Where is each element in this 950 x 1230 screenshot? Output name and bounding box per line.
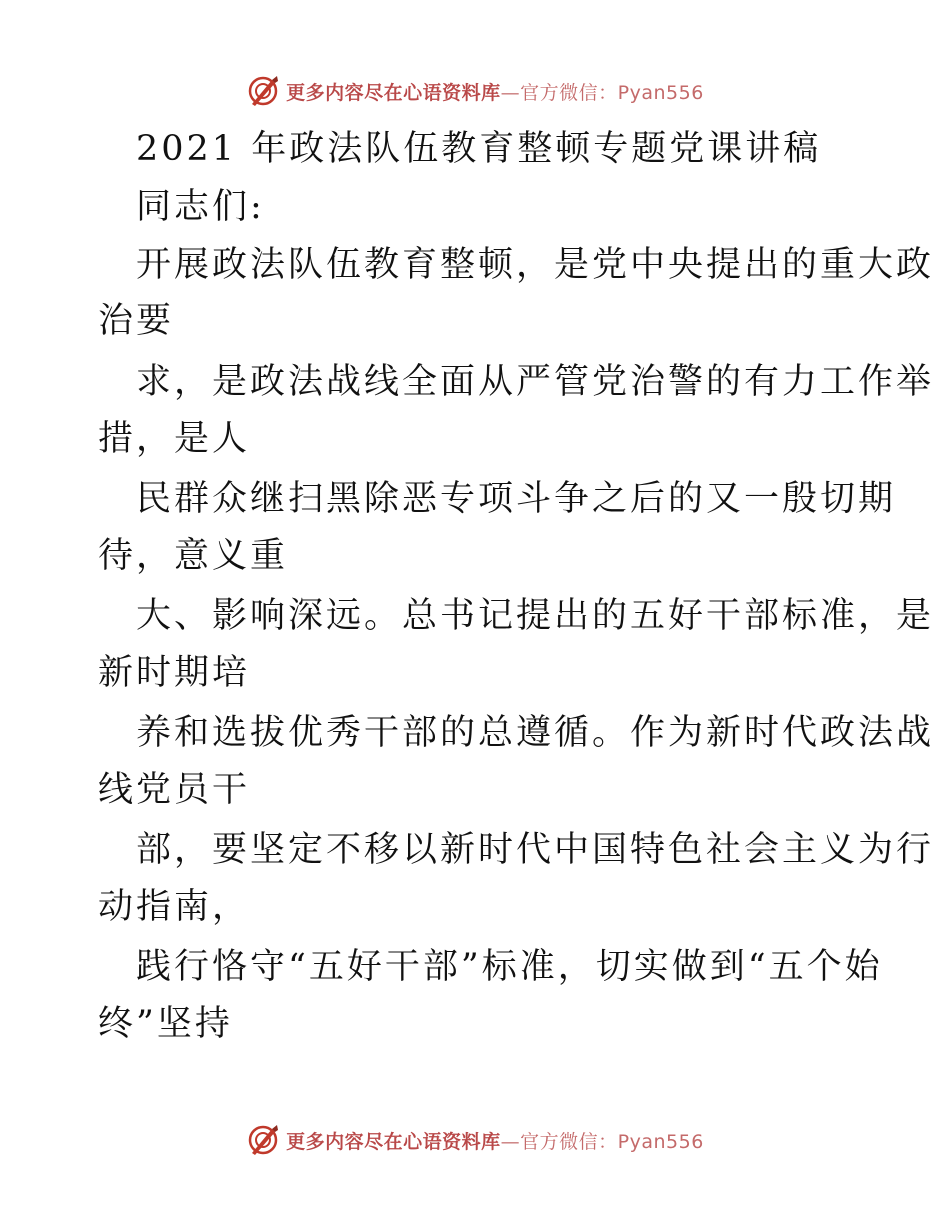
paragraph-line: 线党员干: [98, 770, 251, 810]
watermark-main: 更多内容尽在心语资料库: [286, 1130, 501, 1153]
pen-logo-icon: [246, 1123, 280, 1157]
document-title: 2021 年政法队伍教育整顿专题党课讲稿: [136, 129, 822, 169]
watermark-wechat: 官方微信：Pyan556: [520, 1130, 704, 1153]
watermark-dash: —: [500, 81, 521, 104]
paragraph-line: 开展政法队伍教育整顿，是党中央提出的重大政: [136, 245, 935, 285]
watermark-dash: —: [500, 1130, 521, 1153]
watermark-text: [286, 78, 704, 105]
paragraph-line: 措，是人: [98, 419, 251, 459]
header-watermark: [0, 71, 950, 111]
pen-logo-icon: [246, 74, 280, 108]
paragraph-line: 民群众继扫黑除恶专项斗争之后的又一殷切期: [136, 479, 897, 519]
paragraph-line: 终”坚持: [98, 1004, 233, 1044]
paragraph-line: 部，要坚定不移以新时代中国特色社会主义为行: [136, 830, 935, 870]
watermark-main: 更多内容尽在心语资料库: [286, 81, 501, 104]
document-salutation: 同志们:: [136, 187, 265, 227]
paragraph-line: 养和选拔优秀干部的总遵循。作为新时代政法战: [136, 713, 935, 753]
footer-watermark: [0, 1120, 950, 1160]
watermark-text: [286, 1127, 704, 1154]
paragraph-line: 大、影响深远。总书记提出的五好干部标准，是: [136, 596, 935, 636]
paragraph-line: 待，意义重: [98, 536, 289, 576]
paragraph-line: 动指南，: [98, 887, 251, 927]
watermark-wechat: 官方微信：Pyan556: [520, 81, 704, 104]
paragraph-line: 新时期培: [98, 653, 251, 693]
paragraph-line: 践行恪守“五好干部”标准，切实做到“五个始: [136, 947, 883, 987]
paragraph-line: 求，是政法战线全面从严管党治警的有力工作举: [136, 362, 935, 402]
paragraph-line: 治要: [98, 301, 175, 341]
